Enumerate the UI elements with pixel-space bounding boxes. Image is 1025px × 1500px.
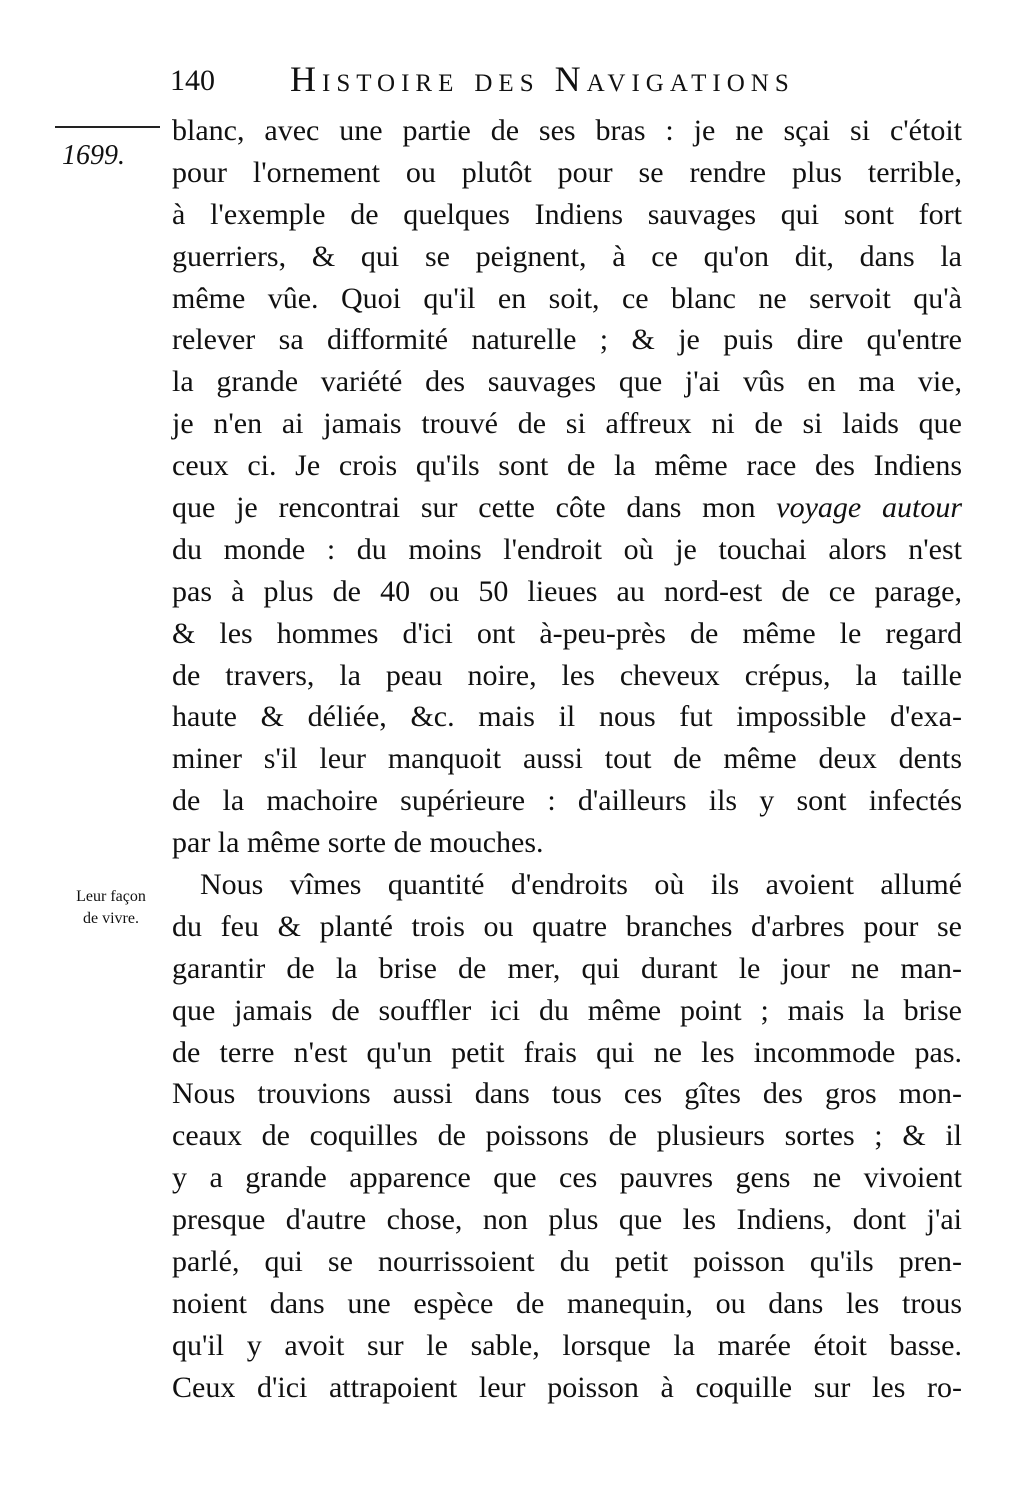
text-line-with-italic xyxy=(172,487,962,529)
text-line: haute & déliée, &c. mais il nous fut impossible d'exa- xyxy=(172,700,962,734)
text-line: garantir de la brise de mer, qui durant le jour ne man- xyxy=(172,951,962,985)
text-line: Nous trouvions aussi dans tous ces gîtes des gros mon- xyxy=(172,1077,962,1111)
margin-rule xyxy=(55,126,160,128)
text-line: qu'il y avoit sur le sable, lorsque la marée étoit basse. xyxy=(172,1328,962,1362)
text-line: du monde : du moins l'endroit où je touchai alors n'est xyxy=(172,532,962,566)
text-line: de travers, la peau noire, les cheveux crépus, la taille xyxy=(172,658,962,692)
text-line: guerriers, & qui se peignent, à ce qu'on dit, dans la xyxy=(172,239,962,273)
text-line: pas à plus de 40 ou 50 lieues au nord-est de ce parage, xyxy=(172,574,962,608)
text-line: Ceux d'ici attrapoient leur poisson à coquille sur les ro- xyxy=(172,1370,962,1404)
text-line: parlé, qui se nourrissoient du petit poisson qu'ils pren- xyxy=(172,1245,962,1279)
running-head: Histoire des Navigations xyxy=(290,59,795,99)
text-line: blanc, avec une partie de ses bras : je ne sçai si c'étoit xyxy=(172,114,962,147)
text-line: relever sa difformité naturelle ; & je puis dire qu'entre xyxy=(172,323,962,357)
paragraph-start-line: Nous vîmes quantité d'endroits où ils avoient allumé xyxy=(200,868,962,902)
text-line: je n'en ai jamais trouvé de si affreux ni de si laids que xyxy=(172,407,962,441)
text-line: du feu & planté trois ou quatre branches d'arbres pour se xyxy=(172,909,962,943)
text-line: miner s'il leur manquoit aussi tout de même deux dents xyxy=(172,742,962,776)
text-line: de la machoire supérieure : d'ailleurs ils y sont infectés xyxy=(172,784,962,818)
text-segment: que je rencontrai sur cette côte dans mon xyxy=(172,491,756,525)
text-line: pour l'ornement ou plutôt pour se rendre plus terrible, xyxy=(172,155,962,189)
text-line: ceaux de coquilles de poissons de plusieurs sortes ; & il xyxy=(172,1119,962,1153)
text-line: y a grande apparence que ces pauvres gens ne vivoient xyxy=(172,1161,962,1195)
text-line: presque d'autre chose, non plus que les Indiens, dont j'ai xyxy=(172,1203,962,1237)
text-line: la grande variété des sauvages que j'ai vûs en ma vie, xyxy=(172,365,962,399)
text-line: de terre n'est qu'un petit frais qui ne les incommode pas. xyxy=(172,1035,962,1069)
text-line: par la même sorte de mouches. xyxy=(172,826,544,860)
italic-phrase: voyage autour xyxy=(776,491,962,525)
margin-note-line: Leur façon xyxy=(76,888,146,905)
text-line: même vûe. Quoi qu'il en soit, ce blanc ne servoit qu'à xyxy=(172,281,962,315)
text-line: que jamais de souffler ici du même point ; mais la brise xyxy=(172,993,962,1027)
text-line: ceux ci. Je crois qu'ils sont de la même race des Indiens xyxy=(172,449,962,483)
text-line: & les hommes d'ici ont à-peu-près de même le regard xyxy=(172,616,962,650)
margin-note xyxy=(56,886,166,930)
body-text xyxy=(172,110,962,1409)
margin-note-line: de vivre. xyxy=(83,910,139,927)
margin-year: 1699. xyxy=(62,140,125,171)
text-line: à l'exemple de quelques Indiens sauvages qui sont fort xyxy=(172,197,962,231)
page-number: 140 xyxy=(170,64,215,97)
text-line: noient dans une espèce de manequin, ou dans les trous xyxy=(172,1286,962,1320)
